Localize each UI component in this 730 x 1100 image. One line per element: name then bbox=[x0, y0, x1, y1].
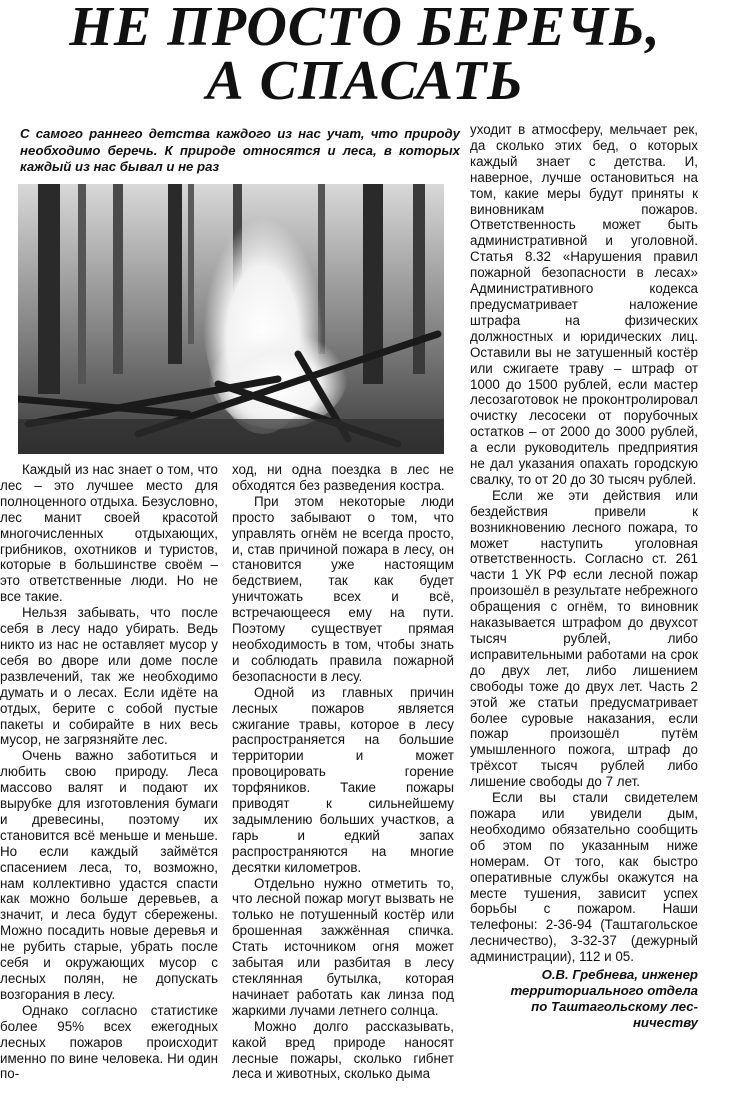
headline-line-1: НЕ ПРОСТО БЕРЕЧЬ, bbox=[69, 0, 661, 58]
article-column-2 bbox=[232, 462, 454, 1082]
article-lead: С самого раннего детства каждого из нас учат, что природу необходимо беречь. К природе относятся и леса, в которых каждый из нас бывал и не раз bbox=[20, 126, 460, 174]
forest-fire-photo bbox=[18, 184, 444, 454]
article-column-1 bbox=[0, 462, 218, 1082]
paragraph: Очень важно заботиться и любить свою природу. Леса массово валят и подают их вырубке для изготовления бумаги и древесины, поэтому их становится всё меньше и меньше. Но если каждый займётся спасением леса, то, возможно, нам коллективно удастся спасти как можно больше деревьев, а значит, и леса будут сбережены. Можно посадить новые деревья и не рубить старые, убрать после себя и окружающих мусор с лесных полян, не допускать возгорания в лесу. bbox=[0, 748, 218, 1002]
paragraph: Если же эти действия или бездействия привели к возникновению лесного пожара, то может наступить уголовная ответственность. Согласно ст. 261 части 1 УК РФ если лесной пожар произошёл в результате небрежного обращения с огнём, то виновник наказывается штрафом до двухсот тысяч рублей, либо исправительными работами на срок до двух лет, либо лишением свободы тоже до двух лет. Часть 2 этой же статьи предусматривает более суровые наказания, если пожар произошёл путём умышленного пожога, штраф до трёхсот тысяч рублей либо лишение свободы до 7 лет. bbox=[470, 487, 698, 790]
signature-line: О.В. Гребнева, инженер bbox=[541, 967, 698, 983]
paragraph: Однако согласно статистике более 95% всех ежегодных лесных пожаров происходит именно по вине человека. Ни один по- bbox=[0, 1002, 218, 1082]
paragraph: При этом некоторые люди просто забывают о том, что управлять огнём не всегда просто, и, став причиной пожара в лесу, он становится уже настоящим бедствием, так как будет уничтожать всех и всё, встречающееся ему на пути. Поэтому существует прямая необходимость в том, чтобы знать и соблюдать правила пожарной безопасности в лесу. bbox=[232, 493, 454, 684]
signature-line: по Таштагольскому лес- bbox=[531, 999, 698, 1015]
paragraph: Каждый из нас знает о том, что лес – это лучшее место для полноценного отдыха. Безусловно, лес манит своей красотой многочисленных отдыхающих, грибников, охотников и туристов, которые в большинстве своём – это ответственные люди. Но не все такие. bbox=[0, 462, 218, 605]
paragraph: уходит в атмосферу, мельчает рек, да сколько этих бед, о которых каждый знает с детства. И, наверное, лучше остановиться на том, какие меры будут приняты к виновникам пожаров. Ответственность может быть административной и уголовной. Статья 8.32 «Нарушения правил пожарной безопасности в лесах» Административного кодекса предусматривает наложение штрафа на физических должностных и юридических лиц. Оставили вы не затушенный костёр или сжигаете траву – штраф от 1000 до 1500 рублей, если мастер лесозаготовок не проконтролировал очистку лесосеки от порубочных остатков – от 2000 до 3000 рублей, а если руководитель предприятия не дал указания опахать городскую свалку, то от 20 до 30 тысяч рублей. bbox=[470, 122, 698, 487]
paragraph: Если вы стали свидетелем пожара или увидели дым, необходимо обязательно сообщить об этом по указанным ниже номерам. От того, как быстро оперативные службы окажутся на месте тушения, зависит успех борьбы с пожаром. Наши телефоны: 2-36-94 (Таштагольское лесничество), 3-32-37 (дежурный администрации), 112 и 05. bbox=[470, 790, 698, 965]
author-signature bbox=[470, 967, 698, 1031]
paragraph: Отдельно нужно отметить то, что лесной пожар могут вызвать не только не потушенный костёр или брошенная зажжённая спичка. Стать источником огня может забытая или разбитая в лесу стеклянная бутылка, которая начинает работать как линза под жаркими лучами летнего солнца. bbox=[232, 875, 454, 1018]
paragraph: ход, ни одна поездка в лес не обходятся без разведения костра. bbox=[232, 462, 454, 493]
article-headline bbox=[0, 0, 730, 112]
signature-line: территориального отдела bbox=[510, 983, 698, 999]
signature-line: ничеству bbox=[632, 1015, 698, 1031]
paragraph: Нельзя забывать, что после себя в лесу надо убирать. Ведь никто из нас не оставляет мусор у себя во дворе или доме после развлечений, так же необходимо думать и о лесах. Если идёте на отдых, берите с собой пустые пакеты и собирайте в них весь мусор, не загрязняйте лес. bbox=[0, 605, 218, 748]
headline-line-2: А СПАСАТЬ bbox=[206, 50, 524, 112]
paragraph: Одной из главных причин лесных пожаров является сжигание травы, которое в лесу распространяется на большие территории и может провоцировать горение торфяников. Такие пожары приводят к сильнейшему задымлению больших участков, а гарь и едкий запах распространяются на многие десятки километров. bbox=[232, 684, 454, 875]
article-column-3 bbox=[470, 122, 698, 1031]
forest-fire-photo-icon bbox=[18, 184, 444, 454]
paragraph: Можно долго рассказывать, какой вред природе наносят лесные пожары, сколько гибнет леса и животных, сколько дыма bbox=[232, 1018, 454, 1082]
